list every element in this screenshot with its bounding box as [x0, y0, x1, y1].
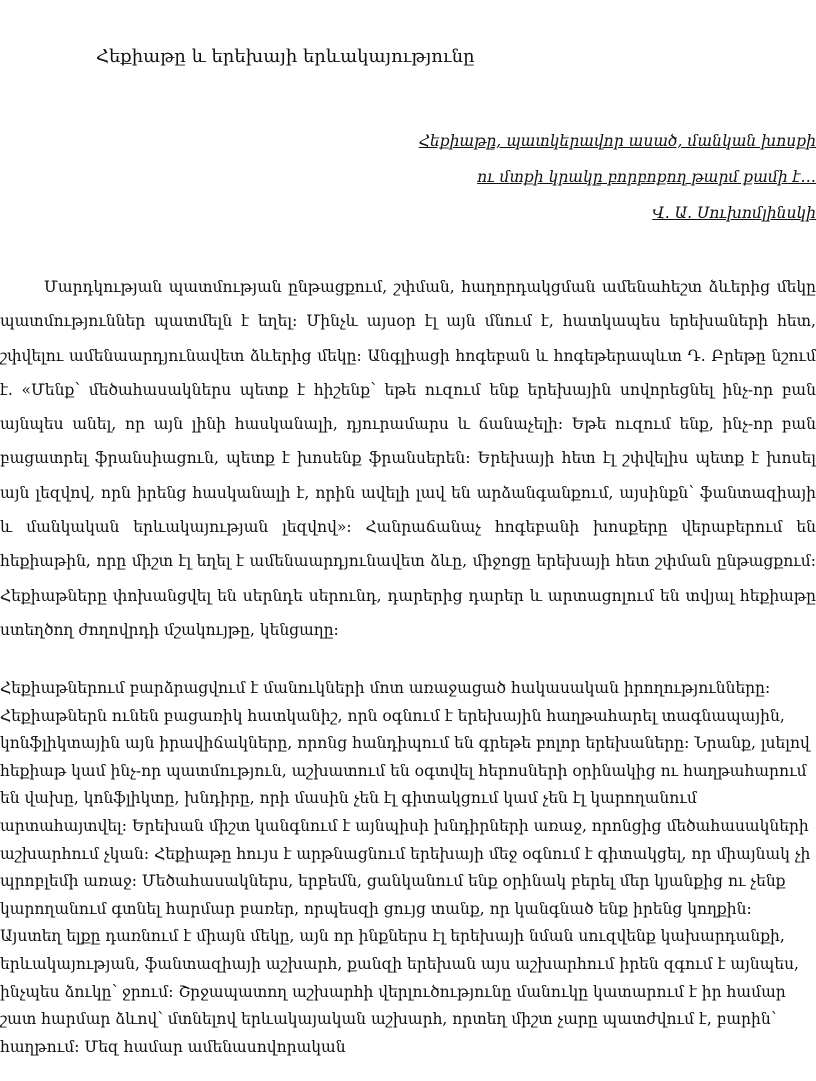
page-title: Հեքիաթը և երեխայի երևակայությունը — [96, 46, 475, 67]
epigraph-line-2: ու մտքի կրակը բորբոքող թարմ քամի է… — [477, 168, 816, 186]
body-paragraph-1: Մարդկության պատմության ընթացքում, շփման, հաղորդակցման ամենահեշտ ձևերից մեկը պատմություններ պատմելն է եղել։ Մինչև այսօր էլ այն մնում է, հատկապես երեխաների հետ, շփվելու ամենաարդյունավետ ձևերից մեկը։ Անգլիացի հոգեբան և հոգեթերապևտ Դ. Բրեթը նշում է. «Մենք՝ մեծահասակներս պետք է հիշենք՝ եթե ուզում ենք երեխային սովորեցնել ինչ-որ բան այնպես անել, որ այն լինի հասկանալի, դյուրամարս և ճանաչելի։ Եթե ուզում ենք, ինչ-որ բան բացատրել ֆրանսիացուն, պետք է խոսենք ֆրանսերեն։ Երեխայի հետ էլ շփվելիս պետք է խոսել այն լեզվով, որն իրենց հասկանալի է, որին ավելի լավ են արձանգանքում, այսինքն՝ ֆանտազիայի և մանկական երևակայության լեզվով»։ Հանրաճանաչ հոգեբանի խոսքերը վերաբերում են հեքիաթին, որը միշտ էլ եղել է ամենաարդյունավետ ձևը, միջոցը երեխայի հետ շփման ընթացքում։ Հեքիաթները փոխանցվել են սերնդե սերունդ, դարերից դարեր և արտացոլում են տվյալ հեքիաթը ստեղծող ժողովրդի մշակույթը, կենցաղը։ — [0, 278, 816, 639]
epigraph-author: Վ. Ա. Սուխոմլինսկի — [652, 204, 816, 222]
body-paragraph-2: Հեքիաթներում բարձրացվում է մանուկների մոտ առաջացած հակասական իրողությունները։ Հեքիաթներն ունեն բացառիկ հատկանիշ, որն օգնում է երեխային հաղթահարել տագնապային, կոնֆլիկտային այն իրավիճակները, որոնց հանդիպում են գրեթե բոլոր երեխաները։ Նրանք, լսելով հեքիաթ կամ ինչ-որ պատմություն, աշխատում են օգտվել հերոսների օրինակից ու հաղթահարում են վախը, կոնֆլիկտը, խնդիրը, որի մասին չեն էլ գիտակցում կամ չեն էլ կարողանում արտահայտվել։ Երեխան միշտ կանգնում է այնպիսի խնդիրների առաջ, որոնցից մեծահասակների աշխարհում չկան։ Հեքիաթը հույս է արթնացնում երեխայի մեջ օգնում է գիտակցել, որ միայնակ չի պրոբլեմի առաջ։ Մեծահասակներս, երբեմն, ցանկանում ենք օրինակ բերել մեր կյանքից ու չենք կարողանում գտնել հարմար բառեր, որպեսզի ցույց տանք, որ կանգնած ենք իրենց կողքին։ Այստեղ ելքը դառնում է միայն մեկը, այն որ ինքներս էլ երեխայի նման սուզվենք կախարդանքի, երևակայության, ֆանտազիայի աշխարհ, քանզի երեխան այս աշխարհում իրեն զգում է այնպես, ինչպես ձուկը՝ ջրում։ Շրջապատող աշխարհի վերլուծությունը մանուկը կատարում է իր համար շատ հարմար ձևով՝ մտնելով երևակայական աշխարհ, որտեղ միշտ չարը պատժվում է, բարին՝ հաղթում։ Մեզ համար ամենասովորական — [0, 679, 811, 1056]
epigraph-line-1: Հեքիաթը, պատկերավոր ասած, մանկան խոսքի — [418, 132, 816, 150]
